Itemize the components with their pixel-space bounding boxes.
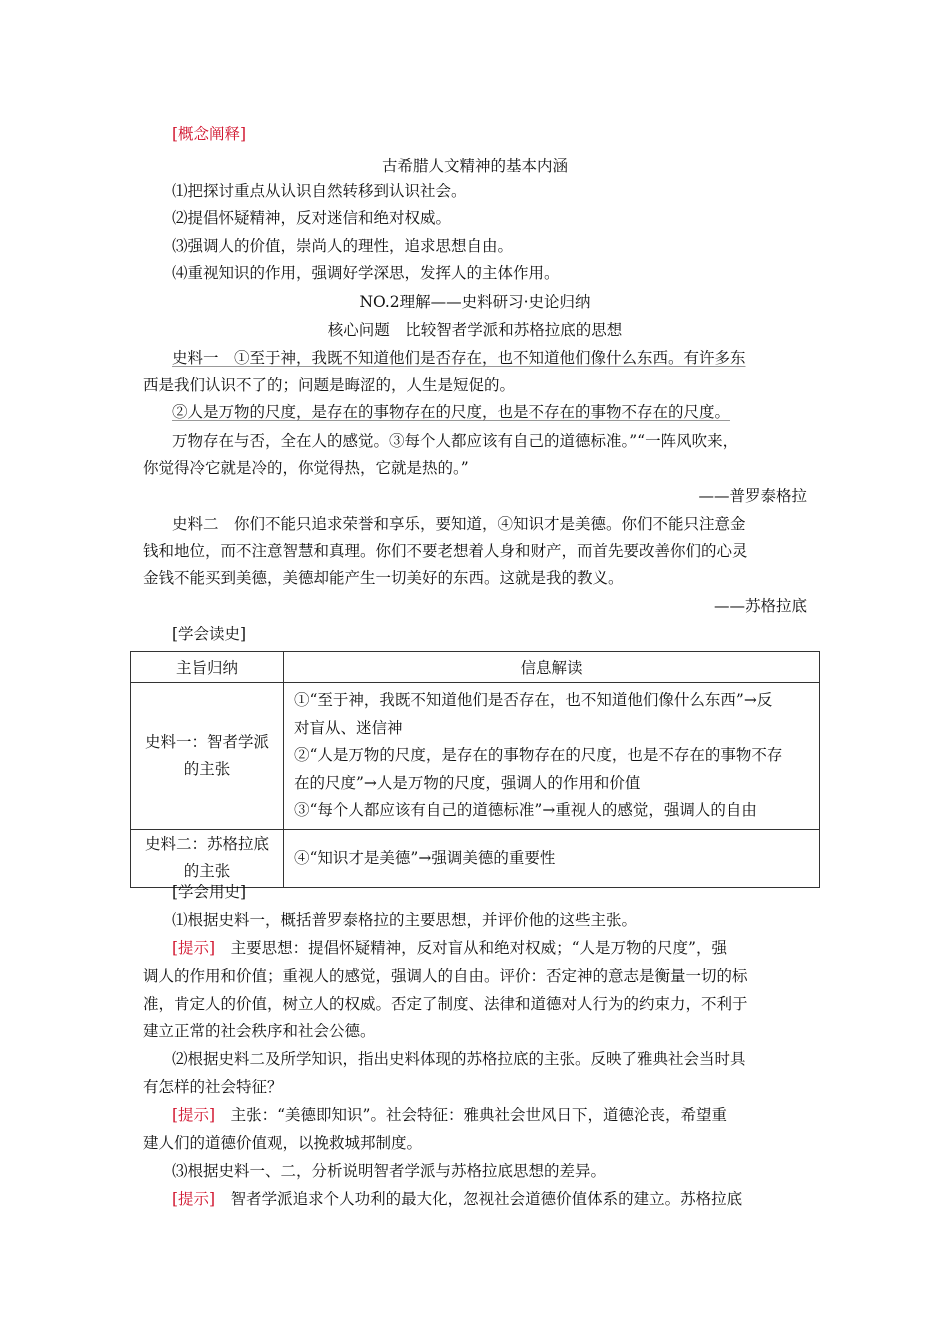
source2-line1: 史料二 你们不能只追求荣誉和享乐，要知道，④知识才是美德。你们不能只注意金: [172, 515, 746, 533]
table-header-interpretation: 信息解读: [284, 652, 820, 683]
answer-1-line2: 调人的作用和价值；重视人的感觉，强调人的自由。评价：否定神的意志是衡量一切的标: [143, 967, 748, 985]
table-row1-line: ①“至于神，我既不知道他们是否存在，也不知道他们像什么东西”→反: [294, 691, 773, 709]
answer-2-line1: [172, 1105, 727, 1125]
concept-item-1: ⑴把探讨重点从认识自然转移到认识社会。: [172, 182, 467, 200]
hint-tag: [提示]: [172, 1190, 216, 1208]
table-header-summary: 主旨归纳: [131, 652, 284, 683]
section-heading: NO.2理解——史料研习·史论归纳: [359, 293, 591, 311]
question-1: ⑴根据史料一，概括普罗泰格拉的主要思想，并评价他的这些主张。: [172, 911, 638, 929]
core-question: 核心问题 比较智者学派和苏格拉底的思想: [327, 321, 623, 339]
table-row1-line: 对盲从、迷信神: [294, 718, 403, 737]
answer-1-text: 主要思想：提倡怀疑精神，反对盲从和绝对权威；“人是万物的尺度”，强: [230, 939, 727, 957]
source1-line2: 西是我们认识不了的；问题是晦涩的，人生是短促的。: [143, 376, 516, 394]
hint-tag: [提示]: [172, 1106, 216, 1124]
table-row2-line: ④“知识才是美德”→强调美德的重要性: [294, 848, 556, 867]
question-2-line2: 有怎样的社会特征？: [143, 1078, 283, 1096]
concept-item-3: ⑶强调人的价值，崇尚人的理性，追求思想自由。: [172, 237, 514, 255]
source2-line2: 钱和地位，而不注意智慧和真理。你们不要老想着人身和财产，而首先要改善你们的心灵: [143, 542, 748, 560]
read-history-tag: [学会读史]: [172, 625, 247, 643]
table-row2-interpretation: [284, 829, 820, 887]
table-row1-line: ③“每个人都应该有自己的道德标准”→重视人的感觉，强调人的自由: [294, 801, 757, 820]
table-row1-line: ②“人是万物的尺度，是存在的事物存在的尺度，也是不存在的事物不存: [294, 746, 783, 765]
source2-line3: 金钱不能买到美德，美德却能产生一切美好的东西。这就是我的教义。: [143, 569, 624, 587]
source1-line3: ②人是万物的尺度，是存在的事物存在的尺度，也是不存在的事物不存在的尺度。: [172, 403, 731, 421]
concept-item-4: ⑷重视知识的作用，强调好学深思，发挥人的主体作用。: [172, 264, 560, 282]
table-row: [131, 683, 820, 830]
table-row1-summary: 史料一：智者学派的主张: [131, 683, 284, 830]
source2-author: ——苏格拉底: [713, 597, 807, 615]
table-header-row: [131, 652, 820, 683]
source1-author: ——普罗泰格拉: [698, 487, 807, 505]
hint-tag: [提示]: [172, 939, 216, 957]
use-history-tag: [学会用史]: [172, 883, 247, 901]
source1-line4: 万物存在与否，全在人的感觉。③每个人都应该有自己的道德标准。”“一阵风吹来，: [172, 432, 739, 450]
source1-line1: 史料一 ①至于神，我既不知道他们是否存在，也不知道他们像什么东西。有许多东: [172, 349, 746, 367]
answer-1-line3: 准，肯定人的价值，树立人的权威。否定了制度、法律和道德对人行为的约束力，不利于: [143, 995, 748, 1013]
concept-title: 古希腊人文精神的基本内涵: [381, 157, 568, 175]
table-row1-interpretation: [284, 683, 820, 830]
table-row: [131, 829, 820, 887]
table-row2-summary: 史料二：苏格拉底的主张: [131, 829, 284, 887]
answer-2-text: 主张：“美德即知识”。社会特征：雅典社会世风日下，道德沦丧，希望重: [230, 1106, 727, 1124]
source1-line5: 你觉得冷它就是冷的，你觉得热，它就是热的。”: [143, 459, 469, 477]
concept-item-2: ⑵提倡怀疑精神，反对迷信和绝对权威。: [172, 209, 452, 227]
answer-3-text: 智者学派追求个人功利的最大化，忽视社会道德价值体系的建立。苏格拉底: [230, 1190, 743, 1208]
question-3: ⑶根据史料一、二，分析说明智者学派与苏格拉底思想的差异。: [172, 1162, 607, 1180]
concept-tag: [概念阐释]: [172, 125, 247, 143]
question-2-line1: ⑵根据史料二及所学知识，指出史料体现的苏格拉底的主张。反映了雅典社会当时具: [172, 1050, 746, 1068]
answer-3-line1: [172, 1189, 742, 1209]
answer-1-line1: [172, 938, 727, 958]
answer-2-line2: 建人们的道德价值观，以挽救城邦制度。: [143, 1134, 423, 1152]
info-table: [130, 651, 820, 888]
answer-1-line4: 建立正常的社会秩序和社会公德。: [143, 1022, 376, 1040]
table-row1-line: 在的尺度”→人是万物的尺度，强调人的作用和价值: [294, 773, 641, 792]
